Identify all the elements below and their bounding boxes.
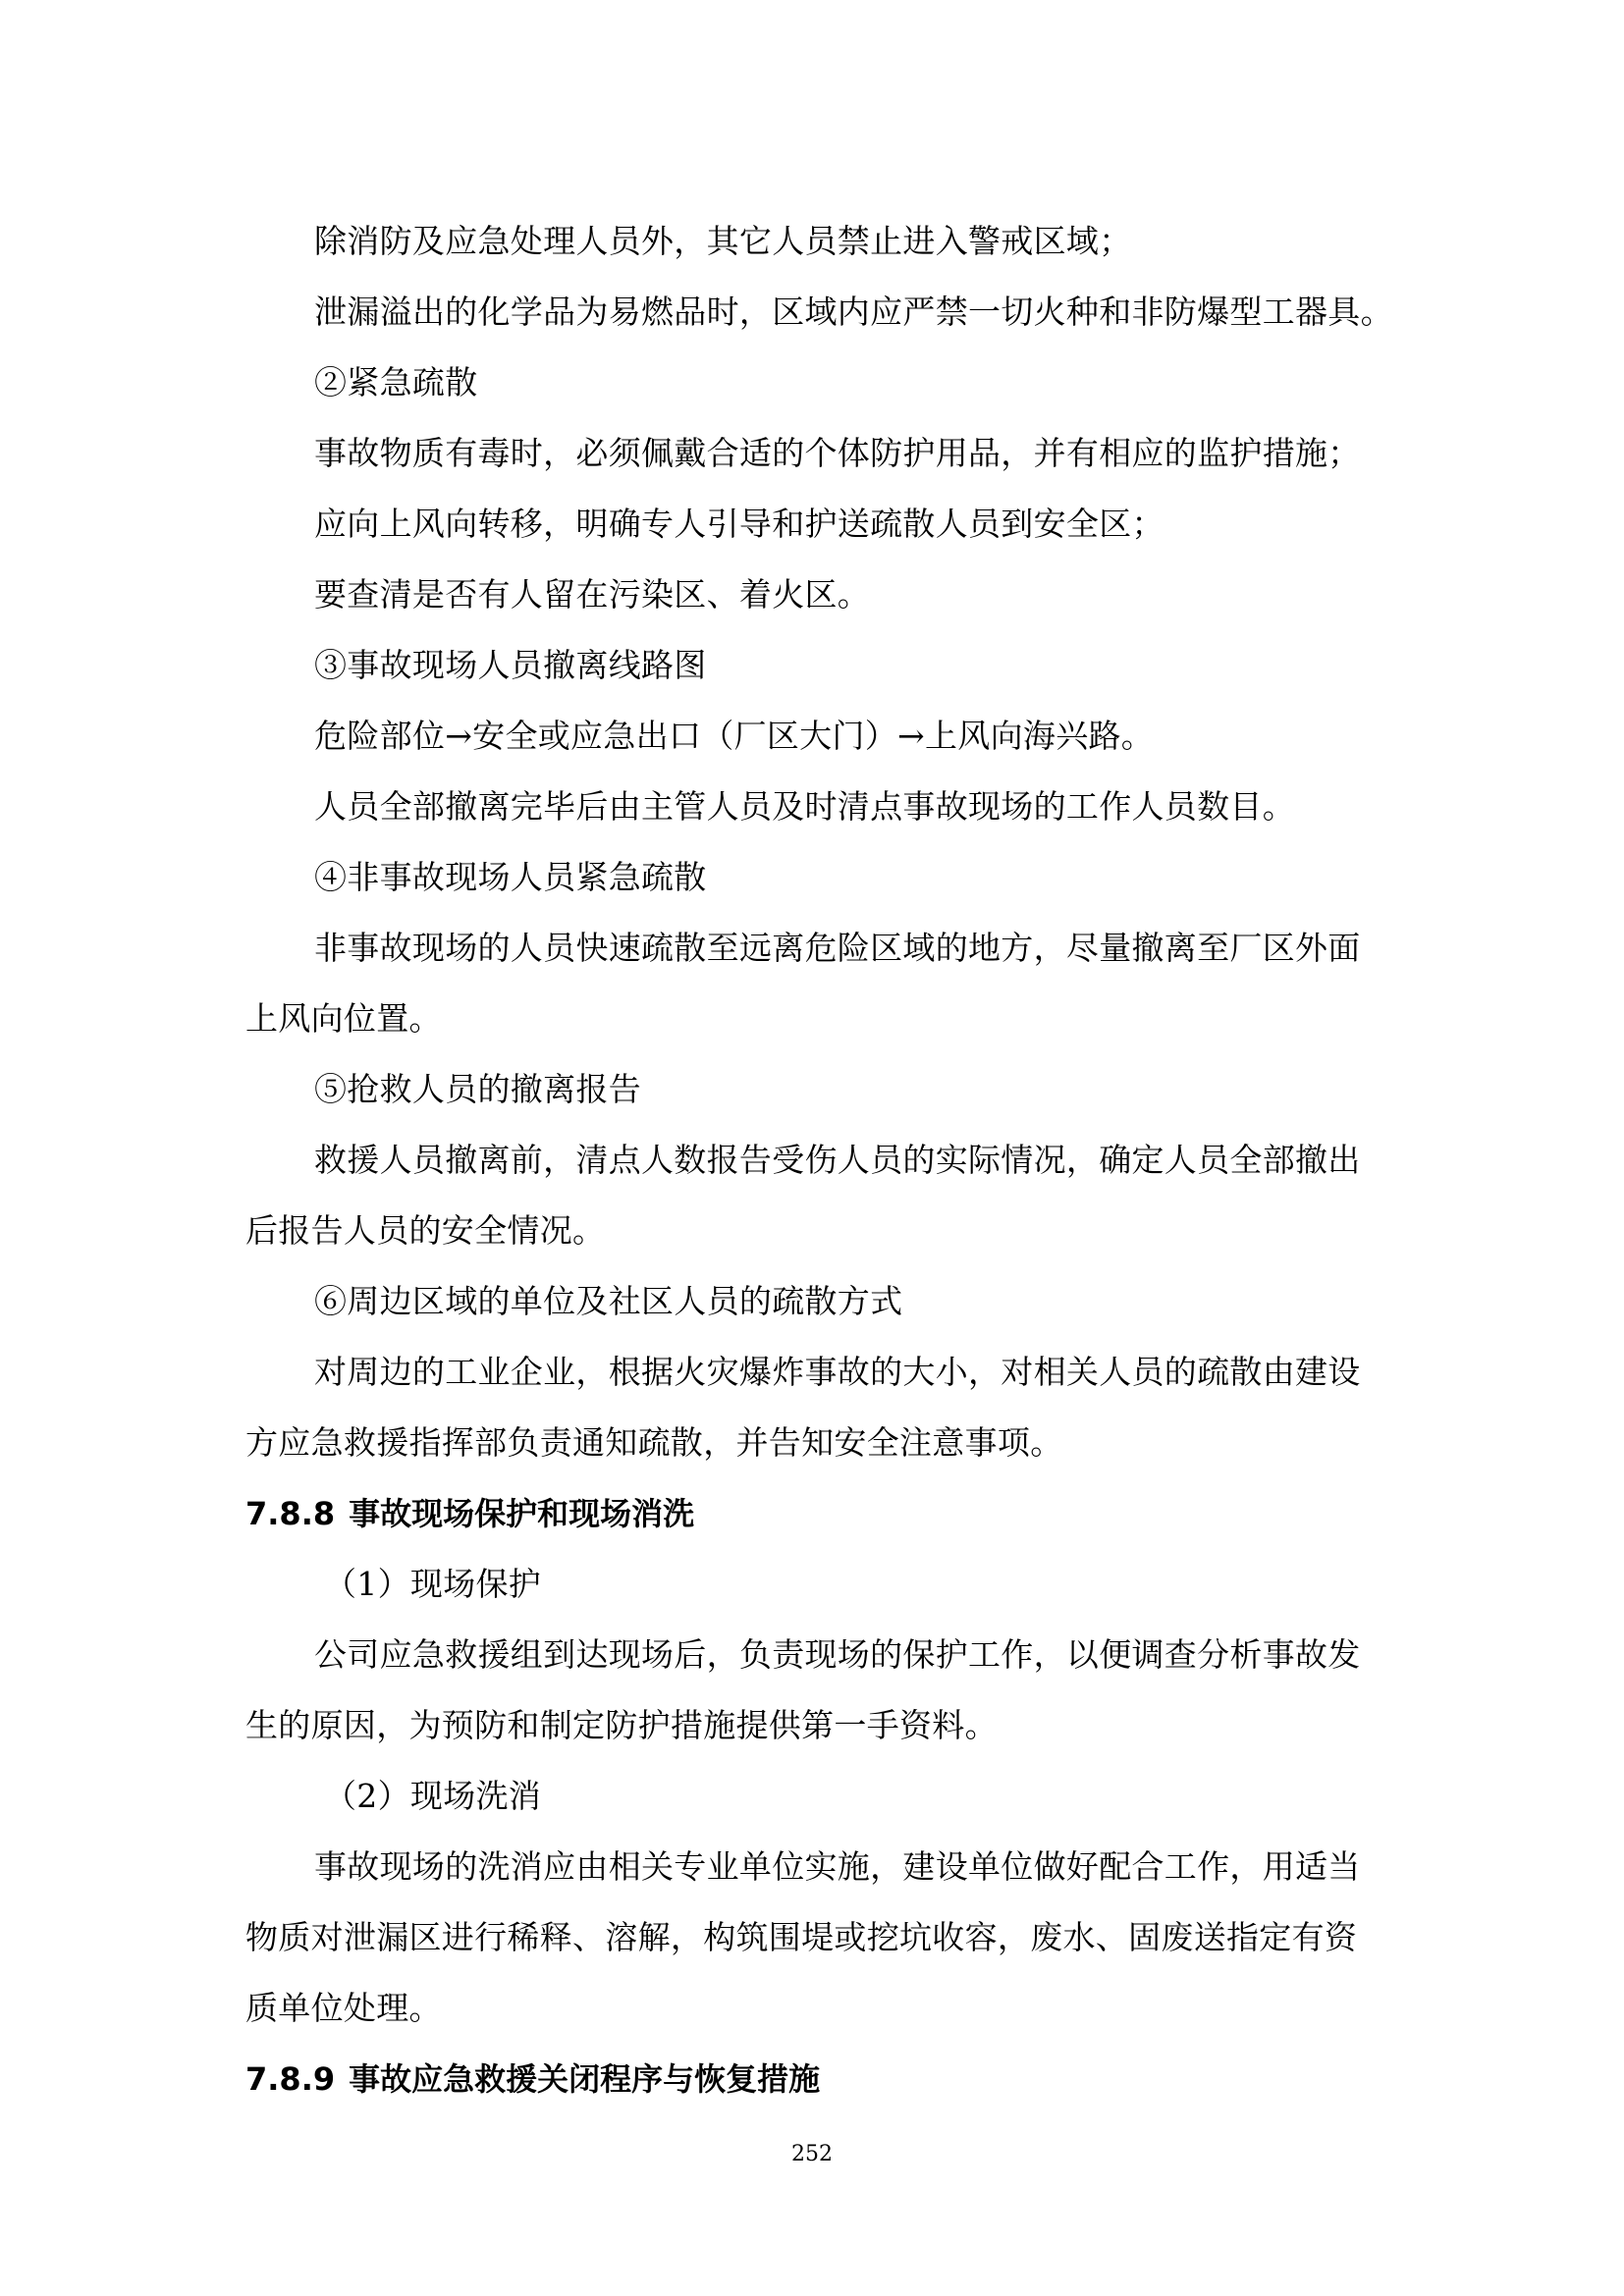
section-title: 事故现场保护和现场消洗 [349,1495,695,1532]
subheading-surrounding-evacuation: ⑥周边区域的单位及社区人员的疏散方式 [314,1282,903,1320]
paragraph-line: 要查清是否有人留在污染区、着火区。 [314,575,871,614]
section-heading-7-8-9 [245,2044,1384,2114]
paragraph-line: 除消防及应急处理人员外，其它人员禁止进入警戒区域； [314,222,1132,260]
subheading-evacuation-route: ③事故现场人员撤离线路图 [314,646,707,684]
paragraph-line: 事故物质有毒时，必须佩戴合适的个体防护用品，并有相应的监护措施； [314,434,1361,472]
paragraph-line: 后报告人员的安全情况。 [245,1211,606,1250]
paragraph-line: 泄漏溢出的化学品为易燃品时，区域内应严禁一切火种和非防爆型工器具。 [314,293,1393,331]
subheading-site-decontamination: （2）现场洗消 [324,1777,542,1815]
paragraph-line: 危险部位→安全或应急出口（厂区大门）→上风向海兴路。 [314,717,1155,755]
paragraph-line: 质单位处理。 [245,1989,442,2027]
document-body [245,206,1393,2114]
section-number: 7.8.9 [245,2060,336,2098]
subheading-rescue-report: ⑤抢救人员的撤离报告 [314,1070,641,1108]
paragraph-line: 救援人员撤离前，清点人数报告受伤人员的实际情况，确定人员全部撤出 [314,1141,1361,1179]
paragraph-line: 非事故现场的人员快速疏散至远离危险区域的地方，尽量撤离至厂区外面 [314,929,1361,967]
paragraph-line: 事故现场的洗消应由相关专业单位实施，建设单位做好配合工作，用适当 [314,1847,1361,1886]
subheading-non-site-evacuation: ④非事故现场人员紧急疏散 [314,858,707,896]
section-number: 7.8.8 [245,1495,336,1532]
subheading-evacuation: ②紧急疏散 [314,363,478,401]
paragraph-line: 生的原因，为预防和制定防护措施提供第一手资料。 [245,1706,998,1744]
paragraph-line: 人员全部撤离完毕后由主管人员及时清点事故现场的工作人员数目。 [314,787,1295,826]
paragraph-line: 方应急救援指挥部负责通知疏散，并告知安全注意事项。 [245,1423,1063,1462]
paragraph-line: 公司应急救援组到达现场后，负责现场的保护工作，以便调查分析事故发 [314,1635,1361,1674]
section-title: 事故应急救援关闭程序与恢复措施 [349,2060,821,2098]
paragraph-line: 应向上风向转移，明确专人引导和护送疏散人员到安全区； [314,505,1164,543]
section-heading-7-8-8 [245,1478,1384,1549]
paragraph-line: 对周边的工业企业，根据火灾爆炸事故的大小，对相关人员的疏散由建设 [314,1353,1361,1391]
page-number: 252 [791,2142,833,2166]
subheading-site-protection: （1）现场保护 [324,1565,542,1603]
paragraph-line: 物质对泄漏区进行稀释、溶解，构筑围堤或挖坑收容，废水、固废送指定有资 [245,1918,1358,1956]
paragraph-line: 上风向位置。 [245,999,442,1038]
